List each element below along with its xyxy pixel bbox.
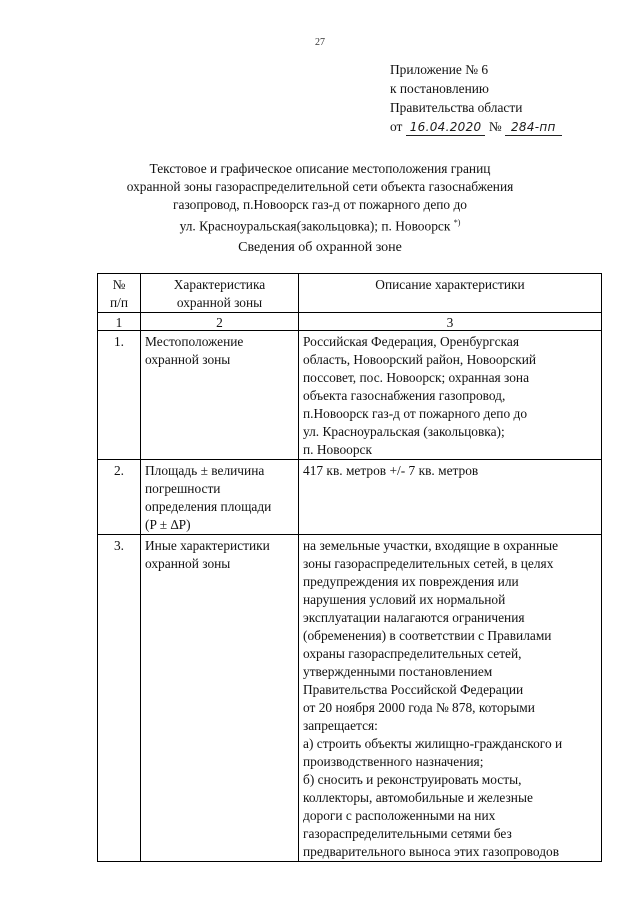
description-text: объекта газоснабжения газопровод, (303, 388, 506, 403)
column-number: 1 (98, 313, 141, 331)
description-text: дороги с расположенными на них (303, 808, 496, 823)
description-text: предварительного выноса этих газопроводов (303, 844, 560, 859)
description-text: газораспределительными сетями без (303, 826, 512, 841)
title-line-last (0, 214, 640, 235)
table-row (98, 460, 602, 535)
column-number-row (98, 313, 602, 331)
appendix-government: Правительства области (390, 100, 523, 115)
section-subtitle: Сведения об охранной зоне (238, 240, 402, 255)
characteristic-text: погрешности (145, 481, 221, 496)
table-row (98, 535, 602, 862)
footnote-mark: *) (453, 218, 461, 227)
table-row (98, 331, 602, 460)
zone-info-table (97, 273, 602, 862)
description-text: запрещается: (303, 718, 378, 733)
description-text: область, Новоорский район, Новоорский (303, 352, 537, 367)
handwritten-date: 16.04.2020 (406, 120, 486, 136)
appendix-title: Приложение № 6 (390, 62, 489, 77)
description-text: коллекторы, автомобильные и железные (303, 790, 533, 805)
handwritten-number: 284-пп (505, 120, 562, 136)
page-number: 27 (315, 37, 325, 48)
header-text: № (112, 277, 126, 292)
header-text: п/п (109, 295, 129, 310)
title-line: газопровод, п.Новоорск газ-д от пожарного депо до (173, 197, 467, 212)
row-characteristic (141, 331, 299, 460)
appendix-date-line (390, 117, 562, 136)
description-text: Правительства Российской Федерации (303, 682, 524, 697)
header-cell-characteristic (141, 274, 299, 313)
row-description (299, 460, 602, 535)
description-text: поссовет, пос. Новоорск; охранная зона (303, 370, 530, 385)
characteristic-text: Местоположение (145, 334, 244, 349)
description-text: на земельные участки, входящие в охранные (303, 538, 559, 553)
characteristic-text: охранной зоны (145, 352, 231, 367)
description-text: 417 кв. метров +/- 7 кв. метров (303, 463, 479, 478)
header-text: охранной зоны (176, 295, 263, 310)
column-number: 2 (141, 313, 299, 331)
description-text: п. Новоорск (303, 442, 372, 457)
description-text: п.Новоорск газ-д от пожарного депо до (303, 406, 528, 421)
title-line: Текстовое и графическое описание местоположения границ (149, 161, 491, 176)
column-number: 3 (299, 313, 602, 331)
description-text: а) строить объекты жилищно-гражданского и (303, 736, 563, 751)
characteristic-text: определения площади (145, 499, 272, 514)
description-text: предупреждения их повреждения или (303, 574, 519, 589)
description-text: охраны газораспределительных сетей, (303, 646, 522, 661)
table-header-row (98, 274, 602, 313)
characteristic-text: охранной зоны (145, 556, 231, 571)
row-number: 2. (98, 460, 141, 535)
appendix-to-resolution: к постановлению (390, 81, 489, 96)
description-text: ул. Красноуральская (закольцовка); (303, 424, 505, 439)
characteristic-text: Площадь ± величина (145, 463, 265, 478)
title-line: охранной зоны газораспределительной сети объекта газоснабжения (126, 179, 514, 194)
description-text: от 20 ноября 2000 года № 878, которыми (303, 700, 535, 715)
date-prefix: от (390, 119, 403, 134)
document-title (0, 160, 640, 235)
description-text: Российская Федерация, Оренбургская (303, 334, 519, 349)
row-number: 3. (98, 535, 141, 862)
description-text: нарушения условий их нормальной (303, 592, 506, 607)
description-text: производственного назначения; (303, 754, 484, 769)
row-description (299, 331, 602, 460)
row-description (299, 535, 602, 862)
characteristic-text: (P ± ∆P) (145, 517, 191, 532)
row-characteristic (141, 460, 299, 535)
description-text: зоны газораспределительных сетей, в целях (303, 556, 554, 571)
header-cell-number (98, 274, 141, 313)
description-text: эксплуатации налагаются ограничения (303, 610, 525, 625)
number-sign: № (488, 119, 502, 134)
header-cell-description: Описание характеристики (299, 274, 602, 313)
row-number: 1. (98, 331, 141, 460)
appendix-block (390, 60, 562, 136)
row-characteristic (141, 535, 299, 862)
header-text: Характеристика (173, 277, 266, 292)
description-text: б) сносить и реконструировать мосты, (303, 772, 522, 787)
title-line-text: ул. Красноуральская(закольцовка); п. Новоорск (179, 218, 451, 234)
description-text: утвержденными постановлением (303, 664, 493, 679)
characteristic-text: Иные характеристики (145, 538, 270, 553)
description-text: (обременения) в соответствии с Правилами (303, 628, 552, 643)
